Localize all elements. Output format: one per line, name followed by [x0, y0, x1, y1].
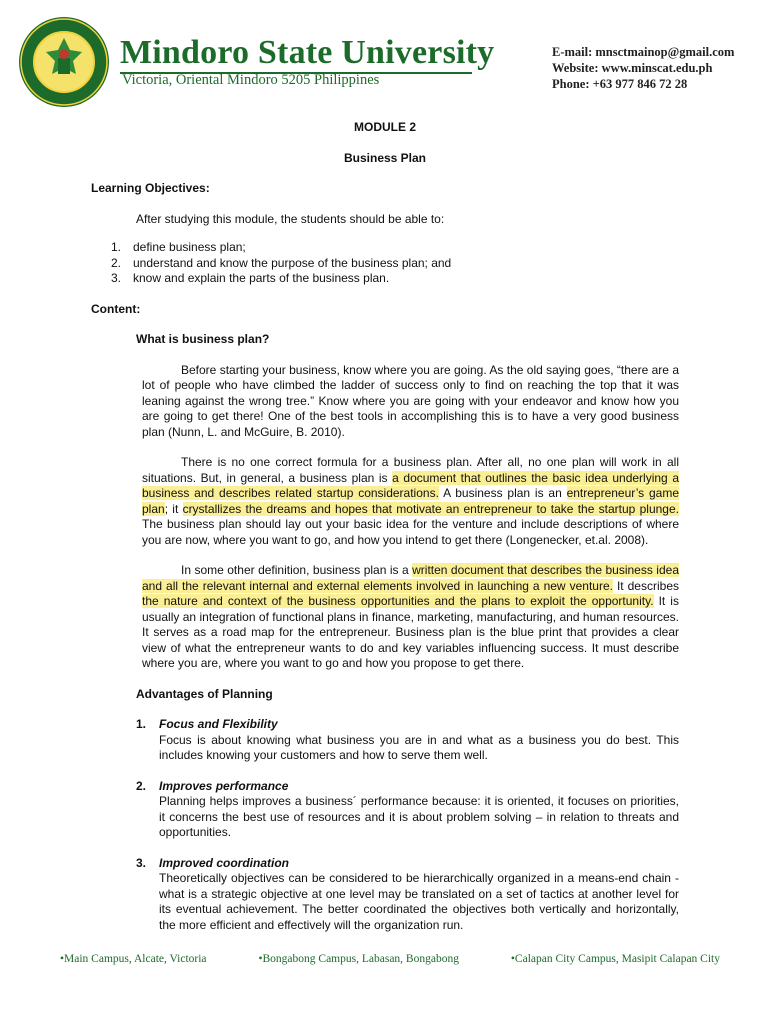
objectives-heading: Learning Objectives: [91, 181, 210, 195]
module-label: MODULE 2 [353, 120, 416, 134]
document-title: Business Plan [343, 150, 427, 165]
campus-main: •Main Campus, Alcate, Victoria [60, 953, 207, 965]
advantage-text: Theoretically objectives can be considered to be hierarchically organized in a means-end chain - what is a strategic objective at one level may be translated on a set of tactics at another level for its eventual achievement. The better coordinated the objectives both vertically and horizontally, the more efficient and effectively will the organization run. [159, 871, 679, 932]
list-item: 1. define business plan; [111, 240, 246, 254]
university-name: Mindoro State University [120, 34, 495, 71]
paragraph-3: In some other definition, business plan is a written document that describes the business idea and all the relevant internal and external elements involved in launching a new venture. It describes the nature and context of the business opportunities and the plans to exploit the opportunity. It is usually an integration of functional plans in finance, marketing, manufacturing, and human resources. It serves as a road map for the entrepreneur. Business plan is the blue print that provides a clear view of what the entrepreneur wants to do and key variables influencing success. It must describe where you are, where you want to go and how you propose to get there. [142, 563, 679, 670]
list-item: 2. understand and know the purpose of the business plan; and [111, 255, 452, 270]
document-body [91, 120, 679, 933]
website-line: Website: www.minscat.edu.ph [552, 61, 713, 75]
letterhead [0, 0, 768, 110]
advantages-heading: Advantages of Planning [136, 686, 273, 701]
highlight: crystallizes the dreams and hopes that motivate an entrepreneur to take the startup plunge. [182, 501, 679, 516]
contact-block [552, 44, 734, 92]
advantage-title: Focus and Flexibility [159, 717, 278, 731]
list-item: 2. Improves performance Planning helps improves a business´ performance because: it is oriented, it focuses on priorities, it concerns the best use of resources and it is about problem solving – in relation to threats and opportunities. [136, 778, 679, 839]
campus-footer [60, 953, 720, 965]
highlight: a document that outlines the basic idea underlying a business and describes related startup considerations. [142, 470, 679, 500]
paragraph-2: There is no one correct formula for a business plan. After all, no one plan will work in all situations. But, in general, a business plan is a document that outlines the basic idea underlying a business and describes related startup considerations. A business plan is an entrepreneur’s game plan; it crystallizes the dreams and hopes that motivate an entrepreneur to take the startup plunge. The business plan should lay out your basic idea for the venture and include descriptions of where you are now, where you want to go, and how you intend to get there (Longenecker, et.al. 2008). [142, 455, 680, 547]
content-heading: Content: [91, 301, 141, 316]
highlight: entrepreneur’s game plan [142, 486, 680, 516]
section-heading-what: What is business plan? [136, 332, 270, 346]
list-item: 1. Focus and Flexibility Focus is about knowing what business you are in and what as a business you do best. This includes knowing your customers and how to serve them well. [136, 717, 679, 762]
advantage-text: Focus is about knowing what business you are in and what as a business you do best. This includes knowing your customers and how to serve them well. [159, 732, 679, 762]
university-seal-icon [18, 16, 110, 108]
advantage-title: Improved coordination [159, 855, 290, 870]
highlight: written document that describes the business idea and all the relevant internal and external elements involved in launching a new venture. [142, 563, 679, 593]
phone-line: Phone: +63 977 846 72 28 [552, 77, 688, 91]
advantage-title: Improves performance [159, 778, 289, 793]
university-address: Victoria, Oriental Mindoro 5205 Philippines [122, 72, 380, 88]
campus-bongabong: •Bongabong Campus, Labasan, Bongabong [258, 953, 459, 965]
list-item: 3. know and explain the parts of the business plan. [111, 271, 390, 285]
email-line: E-mail: mnsctmainop@gmail.com [552, 45, 735, 59]
objectives-list [91, 240, 679, 287]
paragraph-1: Before starting your business, know where you are going. As the old saying goes, “there are a lot of people who have climbed the ladder of success only to find on reaching the top that it was leaning against the wrong tree.” Know where you are going with your endeavor and know how you are going to get there! One of the best tools in accomplishing this is to have a very good business plan (Nunn, L. and McGuire, B. 2010). [142, 362, 679, 439]
list-item: 3. Improved coordination Theoretically objectives can be considered to be hierarchically organized in a means-end chain - what is a strategic objective at one level may be translated on a set of tactics at another level for its eventual achievement. The better coordinated the objectives both vertically and horizontally, the more efficient and effectively will the organization run. [136, 855, 679, 932]
highlight: the nature and context of the business opportunities and the plans to exploit the opportunity. [142, 594, 654, 608]
objectives-intro: After studying this module, the students should be able to: [136, 211, 445, 226]
advantage-text: Planning helps improves a business´ performance because: it is oriented, it focuses on priorities, it concerns the best use of resources and it is about problem solving – in relation to threats and opportunities. [159, 794, 679, 839]
campus-calapan: •Calapan City Campus, Masipit Calapan City [510, 953, 720, 965]
